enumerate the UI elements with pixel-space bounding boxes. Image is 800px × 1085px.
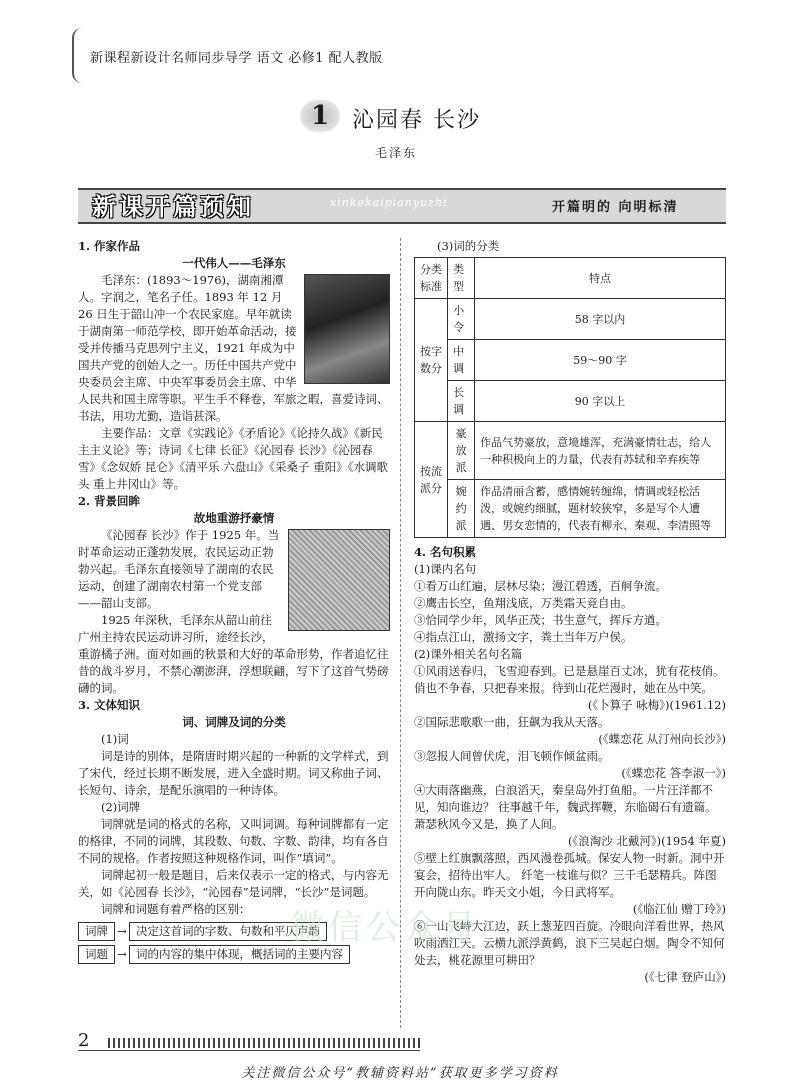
- banner-motto: 开篇明的 向明标清: [552, 200, 679, 215]
- table-cell: 按字数分: [415, 299, 448, 422]
- table-row: [415, 480, 726, 538]
- quote-line: ④大雨落幽燕，白浪滔天，秦皇岛外打鱼船。一片汪洋都不见，知向谁边？ 往事越千年，魏武挥鞭，东临碣石有遗篇。萧瑟秋风今又是，换了人间。: [414, 783, 717, 831]
- table-header-cell: 分类标准: [415, 258, 448, 299]
- table-header-cell: 特点: [475, 258, 726, 299]
- paragraph: 词牌就是词的格式的名称，又叫词调。每种词牌都有一定的格律，不同的词牌，其段数、句数、字数、韵律，均有各自不同的规格。作者按照这种规格作词，叫作“填词”。: [78, 817, 389, 865]
- footer-ornament: [108, 1038, 420, 1048]
- table-cell: 婉约派: [448, 480, 475, 538]
- footer-rule: [78, 1050, 420, 1051]
- lesson-number: 1: [300, 100, 340, 132]
- quote-line: ②鹰击长空，鱼翔浅底，万类霜天竞自由。: [414, 596, 633, 610]
- promo-text: 关注微信公众号“教辅资料站”获取更多学习资料: [241, 1066, 559, 1081]
- quote-line: ③忽报人间曾伏虎，泪飞顿作倾盆雨。: [414, 749, 610, 763]
- table-cell: 58 字以内: [475, 299, 726, 340]
- sub-heading: 故地重游抒豪情: [193, 511, 275, 525]
- quote-line: ④指点江山，激扬文字，粪土当年万户侯。: [414, 630, 633, 644]
- sub-heading: 词、词牌及词的分类: [182, 715, 286, 729]
- table-row: [415, 422, 726, 480]
- quote-source: (《七律 登庐山》): [644, 970, 726, 984]
- table-row: [415, 340, 726, 381]
- quote-source: (《浪淘沙 北戴河》)(1954 年夏): [567, 834, 726, 848]
- table-header-cell: 类型: [448, 258, 475, 299]
- sub-heading: 一代伟人——毛泽东: [182, 256, 286, 270]
- quote-source: (《蝶恋花 答李淑一》): [621, 766, 726, 780]
- table-cell: 作品清丽含蓄，感情婉转缠绵，情调或轻松活泼，或婉约细腻，题材较狭窄，多是写个人遭遇、男女恋情的，代表有柳永、秦观、李清照等: [475, 480, 726, 538]
- page-number: 2: [78, 1030, 90, 1051]
- banner-title: 新课开篇预知: [92, 192, 254, 221]
- quote-source: (《蝶恋花 从汀州向长沙》): [598, 732, 726, 746]
- table-cell: 按流派分: [415, 422, 448, 538]
- quote-source: (《临江仙 赠丁玲》): [632, 902, 726, 916]
- classification-table: [414, 257, 726, 538]
- paragraph: 主要作品：文章《实践论》《矛盾论》《论持久战》《新民主主义论》等；诗词《七律 长征》《沁园春 长沙》《沁园春 雪》《念奴娇 昆仑》《清平乐 六盘山》《采桑子 重阳》《水调歌头 重上井冈山》等。: [78, 426, 388, 491]
- running-header: 新课程新设计名师同步导学 语文 必修1 配人教版: [90, 51, 383, 66]
- list-label: (2)课外相关名句名篇: [414, 647, 523, 661]
- quote-line: ①看万山红遍，层林尽染；漫江碧透，百舸争流。: [414, 579, 667, 593]
- flow-label: 词题: [78, 945, 115, 964]
- table-cell: 59～90 字: [475, 340, 726, 381]
- landscape-image: [288, 529, 390, 631]
- watermark: 微信公众号: [290, 908, 480, 948]
- table-cell: 长调: [448, 381, 475, 422]
- paragraph: 词牌起初一般是题目，后来仅表示一定的格式，与内容无关，如《沁园春 长沙》，“沁园春”是词牌，“长沙”是词题。: [78, 868, 389, 899]
- table-row: [415, 299, 726, 340]
- table-cell: 作品气势豪放，意境雄浑，充满豪情壮志，给人一种积极向上的力量，代表有苏轼和辛弃疾等: [475, 422, 726, 480]
- quote-source: (《卜算子 咏梅》)(1961.12): [587, 698, 726, 712]
- header-ornament: [72, 28, 84, 83]
- section-heading: 2. 背景回眸: [78, 494, 141, 508]
- paragraph: 词是诗的别体，是隋唐时期兴起的一种新的文学样式，到了宋代，经过长期不断发展，进入全盛时期。词又称曲子词、长短句、诗余，是配乐演唱的一种诗体。: [78, 749, 389, 797]
- list-label: (3)词的分类: [437, 239, 500, 253]
- list-label: (2)词牌: [101, 800, 141, 814]
- quote-line: ③恰同学少年，风华正茂；书生意气，挥斥方遒。: [414, 613, 667, 627]
- table-cell: 90 字以上: [475, 381, 726, 422]
- table-cell: 小令: [448, 299, 475, 340]
- paragraph: 毛泽东：(1893～1976)，湖南湘潭人。字润之，笔名子任。1893 年 12 月 26 日生于韶山冲一个农民家庭。早年就读于湖南第一师范学校，即开始革命活动，接受并传播马克思列宁主义，1921 年成为中国共产党的创始人之一。历任中国共产党中央委员会主席、中央军事委员会主席、中华人民共和国主席等职。平生手不释卷，军旅之暇，喜爱诗词、书法，用功尤勤，造诣甚深。: [78, 273, 389, 423]
- lesson-title: 沁园春 长沙: [352, 108, 481, 133]
- quote-line: ⑥一山飞峙大江边，跃上葱茏四百旋。冷眼向洋看世界，热风吹雨洒江天。云横九派浮黄鹤，浪下三吴起白烟。陶令不知何处去，桃花源里可耕田？: [414, 919, 725, 967]
- paragraph: 《沁园春 长沙》作于 1925 年。当时革命运动正蓬勃发展，农民运动正勃勃兴起。毛泽东直接领导了湖南的农民运动，创建了湖南农村第一个党支部——韶山支部。: [78, 528, 280, 610]
- section-heading: 1. 作家作品: [78, 239, 141, 253]
- table-cell: 豪放派: [448, 422, 475, 480]
- table-header-row: [415, 258, 726, 299]
- quote-line: ⑤壁上红旗飘落照，西风漫卷孤城。保安人物一时新。洞中开宴会，招待出牢人。 纤笔一枝谁与似？三千毛瑟精兵。阵图开向陇山东。昨天文小姐，今日武将军。: [414, 851, 725, 899]
- list-label: (1)词: [101, 732, 129, 746]
- author-portrait: [304, 274, 390, 384]
- lesson-author: 毛泽东: [375, 146, 418, 160]
- quote-line: ②国际悲歌歌一曲，狂飙为我从天落。: [414, 715, 610, 729]
- flow-label: 词牌: [78, 922, 115, 941]
- section-heading: 3. 文体知识: [78, 698, 141, 712]
- right-column: [414, 238, 726, 986]
- paragraph: 词牌和词题有着严格的区别：: [101, 902, 251, 916]
- arrow-icon: →: [117, 924, 127, 938]
- flow-desc: 词的内容的集中体现，概括词的主要内容: [129, 945, 350, 964]
- quote-line: ①风雨送春归，飞雪迎春到。已是悬崖百丈冰，犹有花枝俏。 俏也不争春，只把春来报。待到山花烂漫时，她在丛中笑。: [414, 664, 725, 695]
- section-heading: 4. 名句积累: [414, 545, 477, 559]
- table-row: [415, 381, 726, 422]
- left-column: [78, 238, 390, 964]
- flow-desc: 决定这首词的字数、句数和平仄声韵: [129, 922, 327, 941]
- paragraph: 1925 年深秋，毛泽东从韶山前往广州主持农民运动讲习所，途经长沙，重游橘子洲。面对如画的秋景和大好的革命形势，作者追忆往昔的战斗岁月，不禁心潮澎湃，浮想联翩，写下了这首气势磅礴的词。: [78, 613, 389, 695]
- list-label: (1)课内名句: [414, 562, 477, 576]
- banner-pinyin: xinkekaipianyuzhi: [330, 196, 448, 209]
- arrow-icon: →: [117, 947, 127, 961]
- table-cell: 中调: [448, 340, 475, 381]
